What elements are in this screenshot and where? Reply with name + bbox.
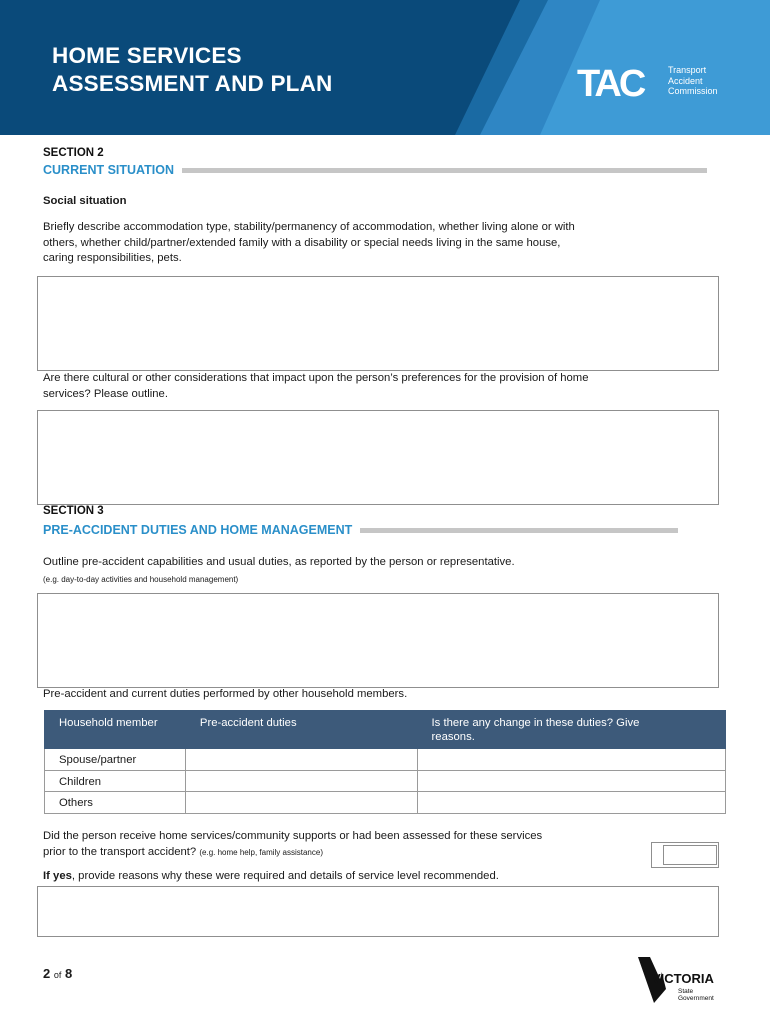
page-number: 2 of 8 bbox=[43, 966, 73, 981]
column-header-household-member: Household member bbox=[45, 711, 186, 749]
victoria-logo-text: VICTORIA bbox=[652, 971, 714, 986]
household-member-cell: Children bbox=[45, 770, 186, 792]
document-title: HOME SERVICES ASSESSMENT AND PLAN bbox=[52, 43, 333, 96]
pre-accident-duties-input[interactable] bbox=[185, 770, 417, 792]
table-header-row bbox=[45, 711, 726, 749]
change-reasons-input[interactable] bbox=[417, 749, 725, 771]
household-member-cell: Others bbox=[45, 792, 186, 814]
victoria-government-logo-icon bbox=[638, 955, 728, 1005]
household-duties-table bbox=[44, 710, 726, 814]
section-3-title: PRE-ACCIDENT DUTIES AND HOME MANAGEMENT bbox=[43, 523, 678, 537]
pre-accident-capabilities-note: (e.g. day-to-day activities and household management) bbox=[43, 575, 239, 584]
pre-accident-capabilities-question: Outline pre-accident capabilities and usual duties, as reported by the person or representative. bbox=[43, 556, 515, 568]
change-reasons-input[interactable] bbox=[417, 770, 725, 792]
social-situation-heading: Social situation bbox=[43, 195, 127, 207]
household-duties-question: Pre-accident and current duties performed by other household members. bbox=[43, 688, 408, 700]
section-3-number: SECTION 3 bbox=[43, 505, 104, 517]
service-reasons-text-field[interactable] bbox=[37, 886, 719, 937]
victoria-logo-sub-2: Government bbox=[678, 995, 714, 1002]
if-yes-question: If yes, provide reasons why these were required and details of service level recommended. bbox=[43, 870, 499, 882]
table-row bbox=[45, 792, 726, 814]
prior-services-question: Did the person receive home services/community supports or had been assessed for these services prior to the transport accident? (e.g. home help, family assistance) bbox=[43, 830, 543, 858]
prior-services-note: (e.g. home help, family assistance) bbox=[199, 847, 323, 857]
page-header bbox=[0, 0, 770, 135]
cultural-considerations-text-field[interactable] bbox=[37, 410, 719, 505]
pre-accident-duties-input[interactable] bbox=[185, 749, 417, 771]
section-divider bbox=[360, 528, 678, 533]
table-row bbox=[45, 770, 726, 792]
section-divider bbox=[182, 168, 707, 173]
pre-accident-duties-input[interactable] bbox=[185, 792, 417, 814]
section-2-number: SECTION 2 bbox=[43, 147, 104, 159]
section-2-title: CURRENT SITUATION bbox=[43, 163, 707, 177]
household-member-cell: Spouse/partner bbox=[45, 749, 186, 771]
cultural-considerations-question: Are there cultural or other considerations that impact upon the person’s preferences for the provision of home services? Please outline. bbox=[43, 372, 589, 400]
pre-accident-capabilities-text-field[interactable] bbox=[37, 593, 719, 688]
table-row bbox=[45, 749, 726, 771]
tac-logo-letters: TAC bbox=[577, 63, 644, 102]
column-header-pre-accident-duties: Pre-accident duties bbox=[185, 711, 417, 749]
accommodation-question: Briefly describe accommodation type, stability/permanency of accommodation, whether living alone or with others, whether child/partner/extended family with a disability or special needs living in the same house, caring responsibilities, pets. bbox=[43, 221, 575, 264]
victoria-logo-sub-1: State bbox=[678, 988, 694, 995]
accommodation-text-field[interactable] bbox=[37, 276, 719, 371]
column-header-change-in-duties: Is there any change in these duties? Give reasons. bbox=[417, 711, 725, 749]
prior-services-answer-field[interactable] bbox=[663, 845, 717, 865]
change-reasons-input[interactable] bbox=[417, 792, 725, 814]
tac-logo-subtitle: Transport Accident Commission bbox=[668, 65, 718, 96]
